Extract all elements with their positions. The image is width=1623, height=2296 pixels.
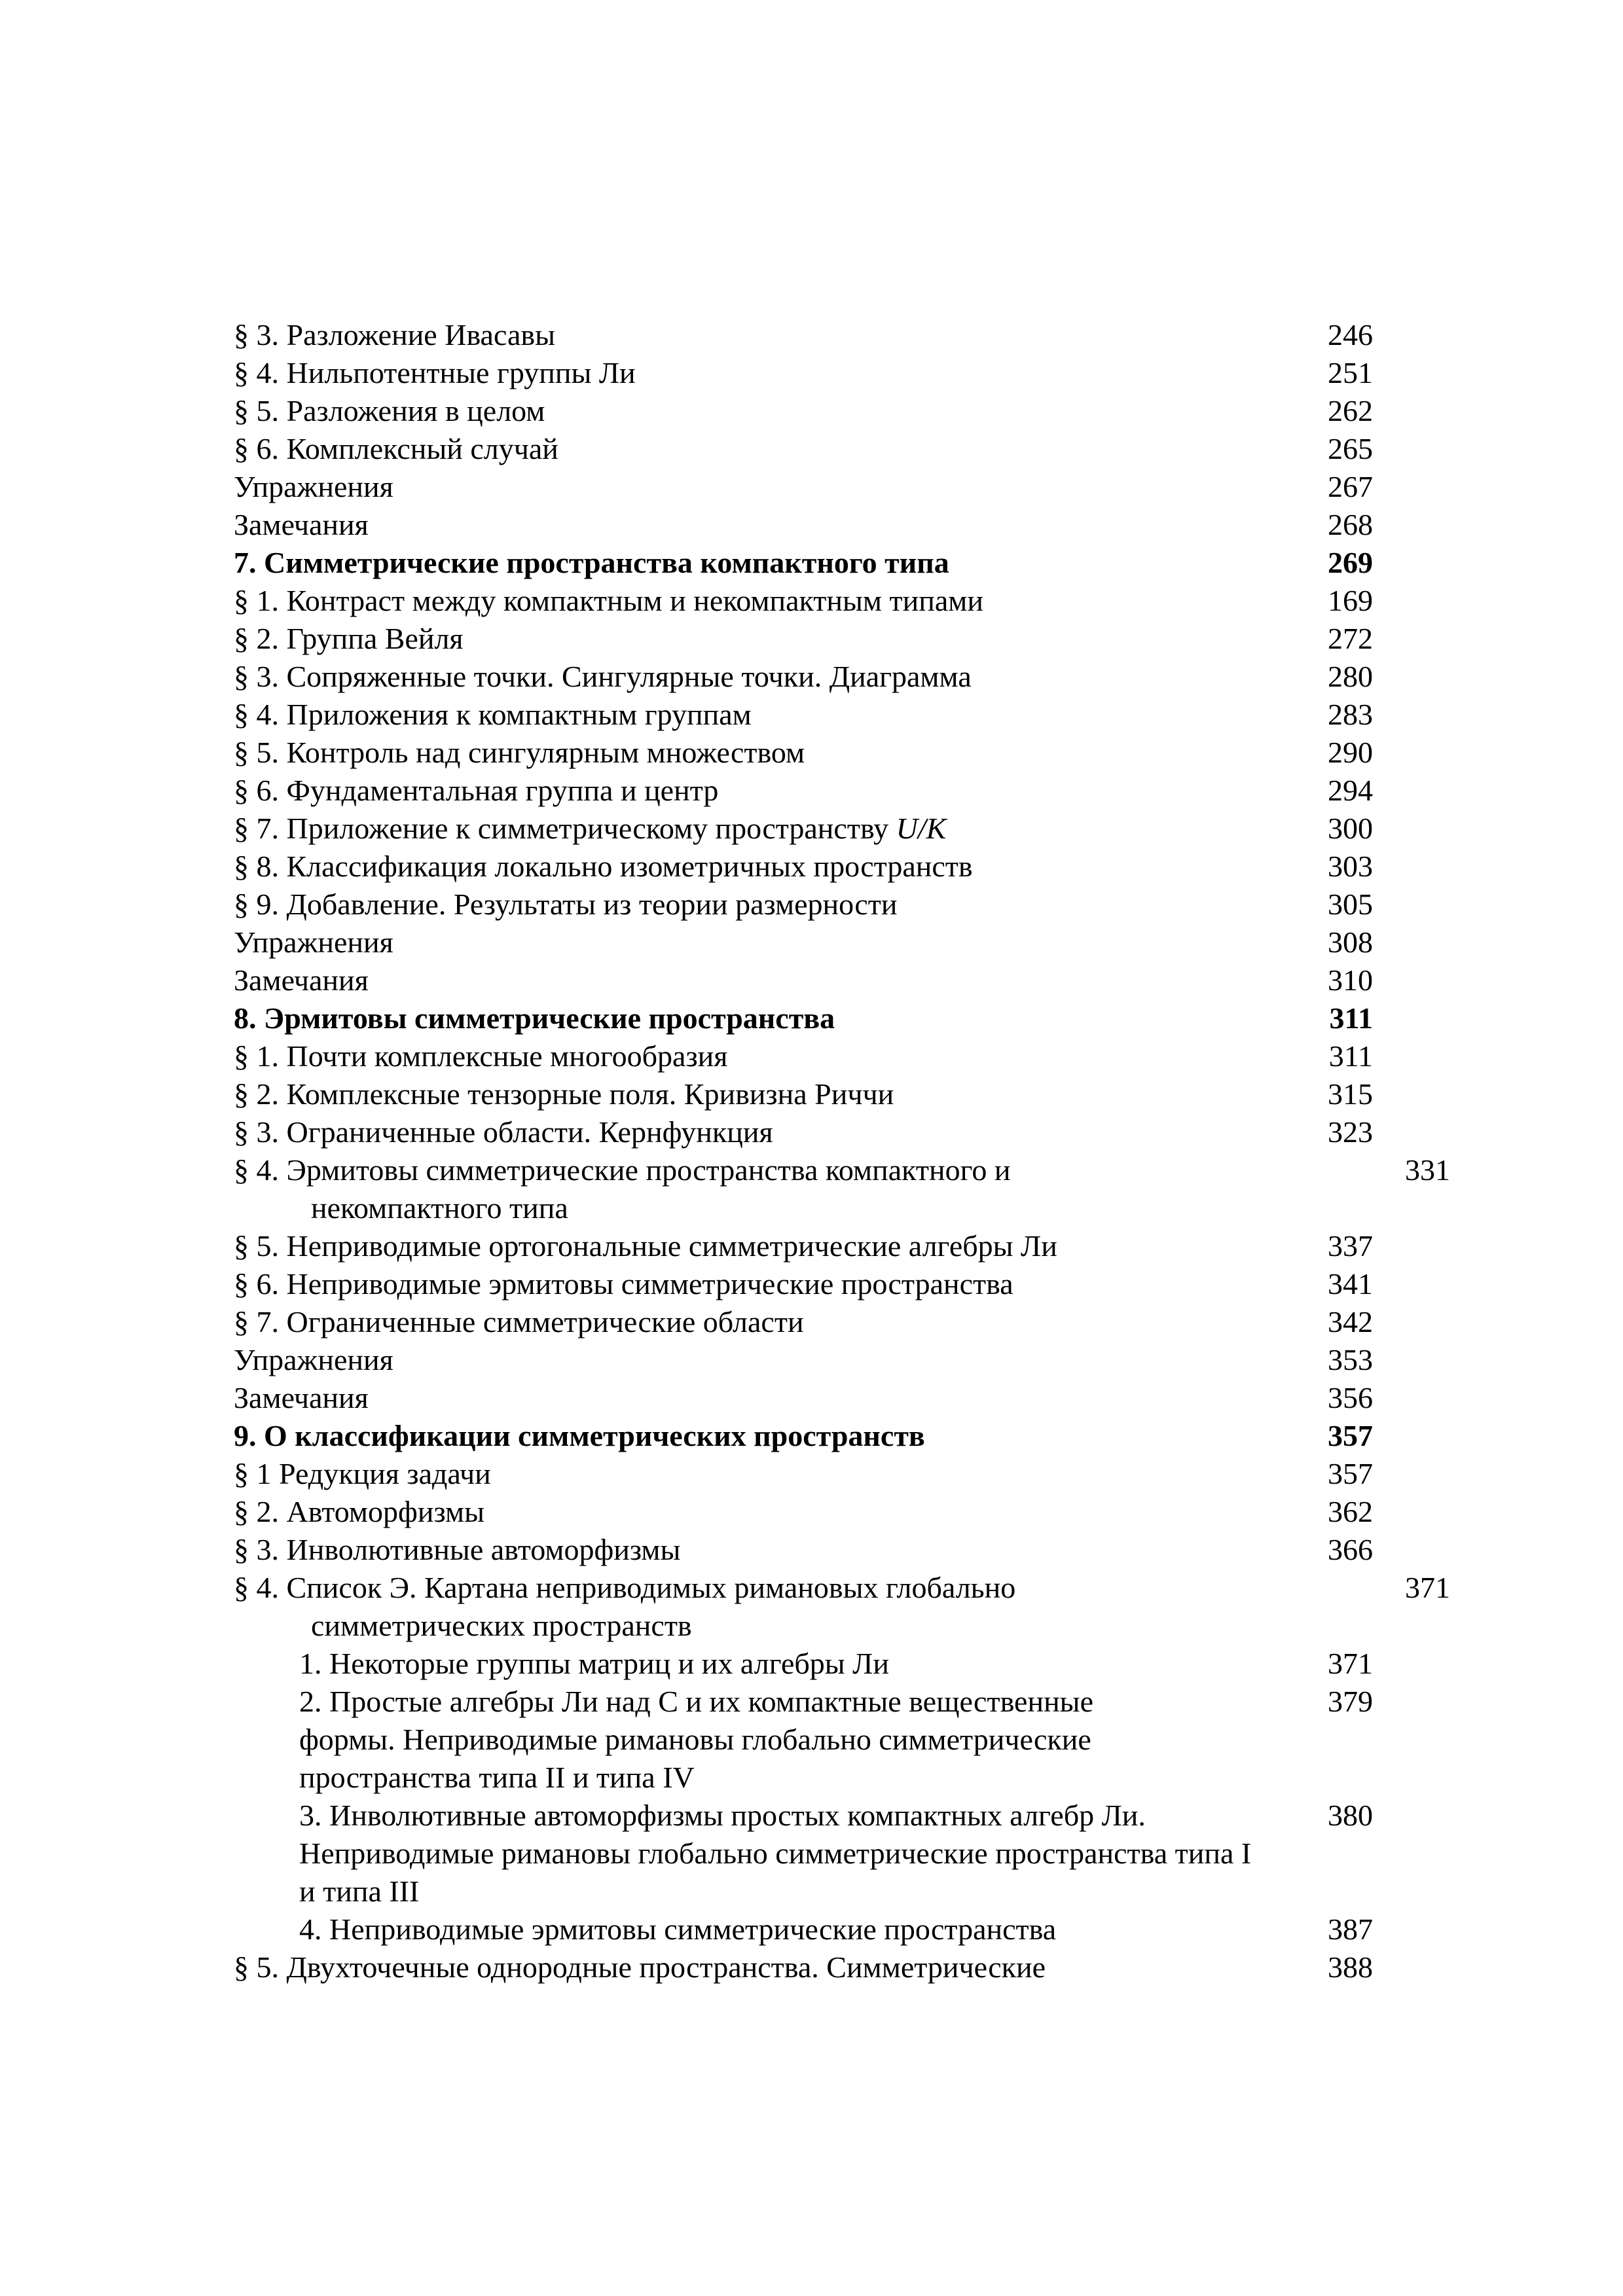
toc-entry-title: § 6. Неприводимые эрмитовы симметрические пространства xyxy=(234,1267,1013,1300)
toc-chapter-title: 8. Эрмитовы симметрические пространства xyxy=(234,1001,835,1035)
toc-entry-page: 310 xyxy=(1328,963,1373,997)
toc-entry[interactable] xyxy=(234,1531,1373,1569)
toc-entry[interactable] xyxy=(234,1379,1373,1417)
toc-entry-page: 315 xyxy=(1328,1077,1373,1111)
toc-chapter-entry[interactable] xyxy=(234,999,1373,1037)
toc-entry[interactable] xyxy=(234,620,1373,658)
toc-entry-title: § 5. Контроль над сингулярным множеством xyxy=(234,736,805,769)
toc-entry-page: 268 xyxy=(1328,508,1373,541)
toc-entry-title: § 9. Добавление. Результаты из теории размерности xyxy=(234,888,898,921)
toc-subentry-title: 2. Простые алгебры Ли над С и их компактные вещественные формы. Неприводимые римановы глобально симметрические пространства типа II и типа IV xyxy=(299,1685,1101,1794)
toc-entry-title: Замечания xyxy=(234,508,369,541)
toc-entry-page: 371 xyxy=(1405,1571,1450,1604)
toc-entry-page: 303 xyxy=(1328,850,1373,883)
toc-entry[interactable] xyxy=(234,506,1373,544)
toc-entry[interactable] xyxy=(234,392,1373,430)
toc-chapter-page: 269 xyxy=(1328,546,1373,579)
toc-entry-title: Замечания xyxy=(234,1381,369,1414)
toc-entry-title: § 6. Комплексный случай xyxy=(234,432,558,465)
toc-entry-title: § 3. Инволютивные автоморфизмы xyxy=(234,1533,681,1566)
toc-entry-title: § 1. Контраст между компактным и некомпактным типами xyxy=(234,584,983,617)
toc-entry-page: 311 xyxy=(1328,1039,1373,1073)
toc-chapter-title: 9. О классификации симметрических пространств xyxy=(234,1419,925,1452)
toc-entry-title-math: U/K xyxy=(896,812,947,845)
toc-subentry-title: 1. Некоторые группы матриц и их алгебры Ли xyxy=(299,1647,889,1680)
toc-entry-title: § 8. Классификация локально изометричных пространств xyxy=(234,850,973,883)
toc-entry[interactable] xyxy=(234,696,1373,734)
toc-entry-title: § 1 Редукция задачи xyxy=(234,1457,491,1490)
toc-entry-title: § 5. Неприводимые ортогональные симметрические алгебры Ли xyxy=(234,1229,1057,1263)
toc-entry[interactable] xyxy=(234,1227,1373,1265)
toc-chapter-page: 311 xyxy=(1329,1001,1373,1035)
toc-entry-page: 341 xyxy=(1328,1267,1373,1300)
toc-entry-page: 337 xyxy=(1328,1229,1373,1263)
table-of-contents xyxy=(234,316,1450,1986)
toc-entry-title: § 3. Разложение Ивасавы xyxy=(234,318,555,351)
toc-entry-page: 267 xyxy=(1328,470,1373,503)
toc-subentry[interactable] xyxy=(234,1910,1373,1948)
toc-entry-page: 300 xyxy=(1328,812,1373,845)
toc-entry-page: 323 xyxy=(1328,1115,1373,1149)
toc-subentry-title: 3. Инволютивные автоморфизмы простых компактных алгебр Ли. Неприводимые римановы глобально симметрические пространства типа I и типа III xyxy=(299,1799,1259,1908)
toc-entry-title: § 4. Приложения к компактным группам xyxy=(234,698,752,731)
toc-entry-page: 294 xyxy=(1328,774,1373,807)
toc-entry-page: 290 xyxy=(1328,736,1373,769)
toc-entry-title: § 2. Автоморфизмы xyxy=(234,1495,484,1528)
toc-entry[interactable] xyxy=(234,924,1373,961)
toc-entry-page: 357 xyxy=(1328,1457,1373,1490)
toc-entry[interactable] xyxy=(234,772,1373,810)
toc-chapter-title: 7. Симметрические пространства компактного типа xyxy=(234,546,949,579)
toc-entry-title: Замечания xyxy=(234,963,369,997)
toc-entry-page: 342 xyxy=(1328,1305,1373,1338)
toc-entry[interactable] xyxy=(234,961,1373,999)
toc-entry[interactable] xyxy=(234,1455,1373,1493)
toc-chapter-entry[interactable] xyxy=(234,544,1373,582)
toc-entry-title: § 3. Сопряженные точки. Сингулярные точки. Диаграмма xyxy=(234,660,972,693)
toc-subentry[interactable] xyxy=(234,1683,1373,1797)
toc-subentry-page: 387 xyxy=(1328,1912,1373,1946)
toc-chapter-page: 357 xyxy=(1328,1419,1373,1452)
toc-entry-title: § 4. Эрмитовы симметрические пространства компактного и некомпактного типа xyxy=(234,1153,1018,1225)
toc-entry-page: 308 xyxy=(1328,925,1373,959)
toc-entry-page: 265 xyxy=(1328,432,1373,465)
toc-entry[interactable] xyxy=(234,1075,1373,1113)
toc-entry-page: 331 xyxy=(1405,1153,1450,1187)
toc-entry-title: § 4. Список Э. Картана неприводимых римановых глобально симметрических пространств xyxy=(234,1571,1023,1642)
toc-entry[interactable] xyxy=(234,1948,1373,1986)
toc-entry[interactable] xyxy=(234,354,1373,392)
toc-entry-title: § 7. Ограниченные симметрические области xyxy=(234,1305,804,1338)
toc-subentry-page: 380 xyxy=(1328,1799,1373,1832)
toc-entry-page: 262 xyxy=(1328,394,1373,427)
toc-entry-page: 246 xyxy=(1328,318,1373,351)
toc-entry-page: 388 xyxy=(1328,1950,1373,1984)
toc-subentry-page: 379 xyxy=(1328,1685,1373,1718)
toc-entry-title: § 5. Разложения в целом xyxy=(234,394,545,427)
toc-entry-title: § 2. Группа Вейля xyxy=(234,622,464,655)
toc-chapter-entry[interactable] xyxy=(234,1417,1373,1455)
toc-entry-title: § 4. Нильпотентные группы Ли xyxy=(234,356,636,389)
toc-entry-title: Упражнения xyxy=(234,925,393,959)
toc-entry-page: 283 xyxy=(1328,698,1373,731)
toc-entry-title: Упражнения xyxy=(234,1343,393,1376)
toc-entry[interactable] xyxy=(234,316,1373,354)
toc-entry[interactable] xyxy=(234,582,1373,620)
toc-entry-page: 272 xyxy=(1328,622,1373,655)
toc-entry[interactable] xyxy=(234,1113,1373,1151)
toc-entry-page: 280 xyxy=(1328,660,1373,693)
toc-entry-title: § 6. Фундаментальная группа и центр xyxy=(234,774,719,807)
toc-entry[interactable] xyxy=(234,848,1373,886)
toc-entry[interactable] xyxy=(234,1265,1373,1303)
toc-entry[interactable] xyxy=(234,886,1373,924)
toc-entry[interactable] xyxy=(234,1569,1450,1645)
toc-entry-title: § 3. Ограниченные области. Кернфункция xyxy=(234,1115,773,1149)
toc-entry[interactable] xyxy=(234,1493,1373,1531)
toc-subentry[interactable] xyxy=(234,1645,1373,1683)
toc-entry-page: 353 xyxy=(1328,1343,1373,1376)
toc-subentry[interactable] xyxy=(234,1797,1373,1910)
toc-entry-title xyxy=(234,810,1242,848)
toc-entry-page: 169 xyxy=(1328,584,1373,617)
toc-entry[interactable] xyxy=(234,1151,1450,1227)
toc-entry[interactable] xyxy=(234,1341,1373,1379)
toc-entry[interactable] xyxy=(234,658,1373,696)
toc-entry[interactable] xyxy=(234,734,1373,772)
toc-entry[interactable] xyxy=(234,430,1373,468)
toc-entry[interactable] xyxy=(234,468,1373,506)
toc-entry[interactable] xyxy=(234,1303,1373,1341)
toc-entry[interactable] xyxy=(234,1037,1373,1075)
toc-entry-page: 366 xyxy=(1328,1533,1373,1566)
toc-entry-page: 362 xyxy=(1328,1495,1373,1528)
toc-entry-page: 305 xyxy=(1328,888,1373,921)
toc-entry-title: § 1. Почти комплексные многообразия xyxy=(234,1039,728,1073)
toc-subentry-title: 4. Неприводимые эрмитовы симметрические пространства xyxy=(299,1912,1057,1946)
toc-entry[interactable] xyxy=(234,810,1373,848)
toc-entry-title: § 5. Двухточечные однородные пространства. Симметрические xyxy=(234,1950,1046,1984)
toc-entry-title: Упражнения xyxy=(234,470,393,503)
toc-entry-page: 251 xyxy=(1328,356,1373,389)
toc-entry-title: § 2. Комплексные тензорные поля. Кривизна Риччи xyxy=(234,1077,894,1111)
toc-subentry-page: 371 xyxy=(1328,1647,1373,1680)
toc-entry-title-text: § 7. Приложение к симметрическому пространству xyxy=(234,812,896,845)
toc-entry-page: 356 xyxy=(1328,1381,1373,1414)
